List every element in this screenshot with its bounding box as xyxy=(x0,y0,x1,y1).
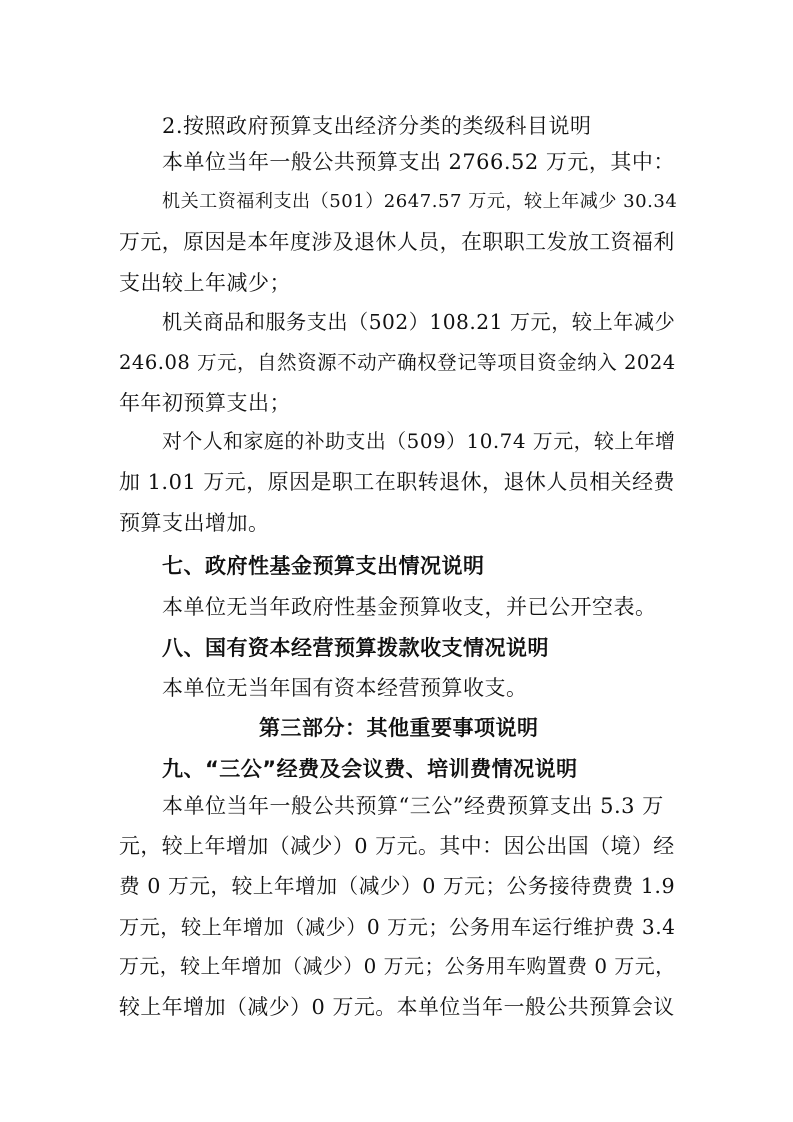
paragraph-line: 本单位无当年政府性基金预算收支，并已公开空表。 xyxy=(162,595,657,619)
subsection-heading: 2.按照政府预算支出经济分类的类级科目说明 xyxy=(162,114,592,138)
section-heading-7: 七、政府性基金预算支出情况说明 xyxy=(162,554,485,578)
paragraph-line: 万元，原因是本年度涉及退休人员，在职职工发放工资福利 xyxy=(119,230,675,254)
paragraph-line: 预算支出增加。 xyxy=(119,511,270,535)
paragraph-line: 本单位当年一般公共预算“三公”经费预算支出 5.3 万 xyxy=(162,794,664,818)
paragraph-line: 246.08 万元，自然资源不动产确权登记等项目资金纳入 2024 xyxy=(119,351,676,374)
paragraph-line: 费 0 万元，较上年增加（减少）0 万元；公务接待费费 1.9 xyxy=(119,874,676,898)
part-heading: 第三部分：其他重要事项说明 xyxy=(259,716,539,740)
paragraph-line: 本单位无当年国有资本经营预算收支。 xyxy=(162,676,528,700)
paragraph-line: 年年初预算支出； xyxy=(119,391,291,415)
paragraph-line: 万元，较上年增加（减少）0 万元；公务用车运行维护费 3.4 xyxy=(119,915,676,939)
paragraph-line: 较上年增加（减少）0 万元。本单位当年一般公共预算会议 xyxy=(119,995,675,1019)
paragraph-line: 机关商品和服务支出（502）108.21 万元，较上年减少 xyxy=(162,310,676,334)
section-heading-9: 九、“三公”经费及会议费、培训费情况说明 xyxy=(162,757,578,781)
paragraph-line: 支出较上年减少； xyxy=(119,271,291,295)
paragraph-line: 万元，较上年增加（减少）0 万元；公务用车购置费 0 万元， xyxy=(119,955,676,978)
paragraph-line: 加 1.01 万元，原因是职工在职转退休，退休人员相关经费 xyxy=(119,470,675,494)
paragraph-line: 对个人和家庭的补助支出（509）10.74 万元，较上年增 xyxy=(162,430,676,453)
paragraph-line: 元，较上年增加（减少）0 万元。其中：因公出国（境）经 xyxy=(119,834,675,858)
paragraph-line: 本单位当年一般公共预算支出 2766.52 万元，其中： xyxy=(162,150,675,174)
paragraph-line: 机关工资福利支出（501）2647.57 万元，较上年减少 30.34 xyxy=(162,191,678,212)
section-heading-8: 八、国有资本经营预算拨款收支情况说明 xyxy=(162,636,549,660)
